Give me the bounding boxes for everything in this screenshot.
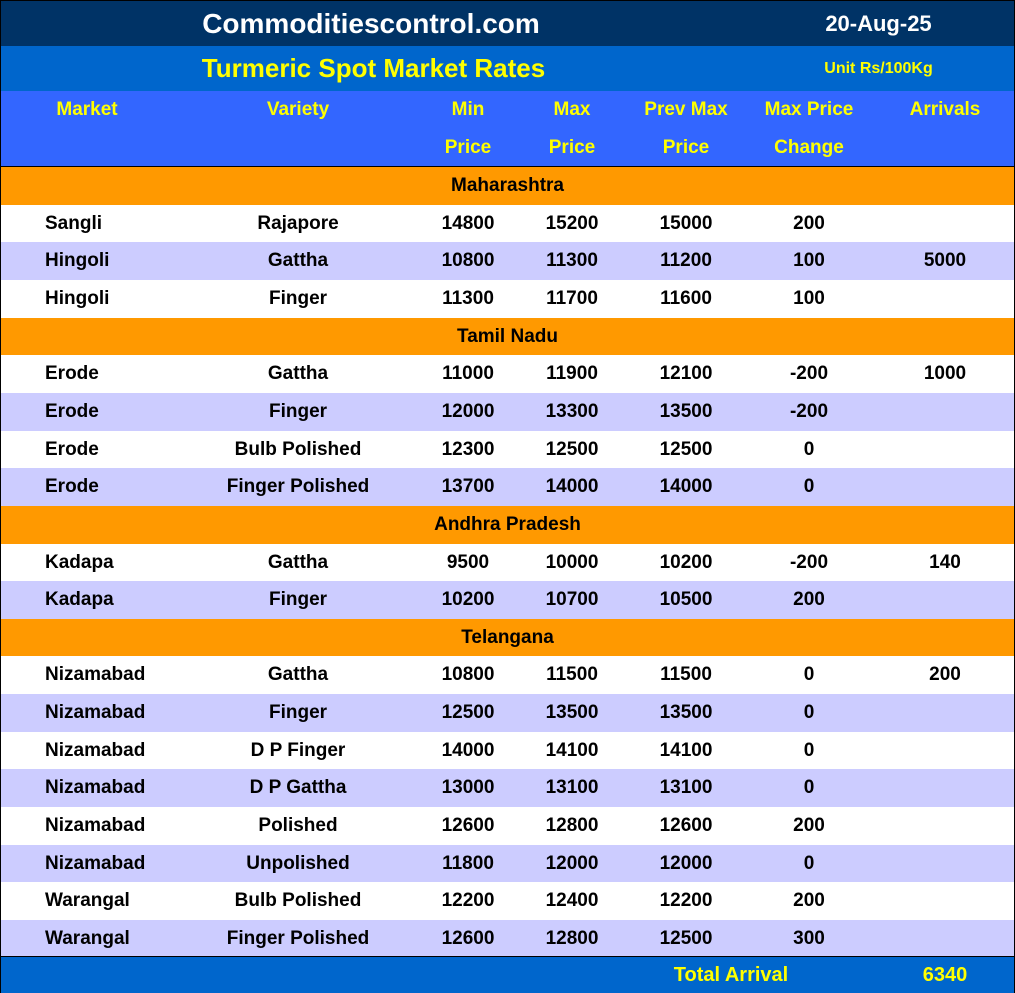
- table-row: [1, 544, 1014, 581]
- arrivals-cell: [886, 732, 1004, 769]
- arrivals-cell: 200: [929, 664, 961, 685]
- arrivals-cell: [886, 920, 1004, 958]
- max-price-change-cell: -200: [789, 551, 829, 573]
- arrivals-cell: [886, 694, 1004, 732]
- arrivals-cell: 5000: [923, 250, 967, 271]
- table-row: [1, 581, 1014, 619]
- market-cell: Warangal: [45, 890, 130, 911]
- variety-cell: Polished: [258, 815, 338, 836]
- arrivals-cell: [886, 769, 1004, 807]
- max-price-cell: 13500: [545, 702, 599, 723]
- min-price-cell: 12600: [441, 815, 495, 836]
- table-row: [1, 732, 1014, 769]
- column-header: Max Price: [764, 99, 854, 120]
- region-row: [1, 167, 1014, 205]
- table-row: [1, 845, 1014, 882]
- page-title: Turmeric Spot Market Rates: [201, 53, 546, 83]
- prev-max-price-cell: 12500: [659, 928, 713, 949]
- variety-cell: Finger: [268, 288, 328, 309]
- prev-max-price-cell: 12000: [659, 852, 713, 874]
- max-price-change-cell: 0: [803, 777, 815, 798]
- column-header: Change: [774, 136, 844, 158]
- max-price-change-cell: 200: [793, 890, 825, 911]
- arrivals-cell: [886, 581, 1004, 619]
- max-price-cell: 12500: [545, 438, 599, 460]
- max-price-change-cell: 200: [793, 815, 825, 836]
- min-price-cell: 11000: [442, 363, 494, 384]
- max-price-cell: 14000: [545, 476, 599, 497]
- table-row: [1, 355, 1014, 393]
- variety-cell: D P Gattha: [249, 777, 347, 798]
- min-price-cell: 12000: [441, 401, 495, 422]
- region-name: Tamil Nadu: [457, 325, 558, 347]
- arrivals-cell: [886, 845, 1004, 882]
- market-cell: Nizamabad: [45, 777, 146, 798]
- max-price-cell: 11900: [546, 363, 598, 384]
- region-name: Maharashtra: [451, 175, 564, 196]
- arrivals-cell: [886, 882, 1004, 920]
- min-price-cell: 13700: [441, 476, 495, 497]
- prev-max-price-cell: 10200: [659, 551, 713, 573]
- max-price-cell: 12800: [545, 815, 599, 836]
- variety-cell: Finger: [268, 702, 328, 723]
- total-arrival-label: Total Arrival: [673, 963, 789, 986]
- prev-max-price-cell: 15000: [659, 212, 713, 234]
- market-cell: Kadapa: [45, 589, 114, 610]
- column-header: Price: [548, 136, 596, 158]
- column-header: Price: [444, 136, 492, 158]
- max-price-cell: 15200: [545, 212, 599, 234]
- variety-cell: Gattha: [267, 363, 329, 384]
- prev-max-price-cell: 13100: [659, 777, 713, 798]
- column-header: Price: [662, 136, 710, 158]
- max-price-cell: 11300: [546, 250, 598, 271]
- market-cell: Nizamabad: [45, 664, 146, 685]
- arrivals-cell: 1000: [923, 363, 967, 384]
- max-price-change-cell: -200: [789, 401, 829, 422]
- max-price-cell: 13300: [545, 401, 599, 422]
- table-row: [1, 656, 1014, 694]
- max-price-change-cell: 0: [803, 476, 815, 497]
- min-price-cell: 11300: [442, 288, 494, 309]
- table-row: [1, 393, 1014, 431]
- min-price-cell: 14000: [441, 739, 495, 761]
- min-price-cell: 12300: [441, 438, 495, 460]
- prev-max-price-cell: 14100: [659, 739, 713, 761]
- max-price-change-cell: 200: [793, 589, 825, 610]
- arrivals-cell: [886, 468, 1004, 506]
- min-price-cell: 12500: [441, 702, 495, 723]
- prev-max-price-cell: 12500: [659, 438, 713, 460]
- column-header: Min: [451, 99, 485, 120]
- table-row: [1, 769, 1014, 807]
- variety-cell: Unpolished: [246, 852, 350, 874]
- market-cell: Erode: [45, 401, 99, 422]
- arrivals-cell: [886, 431, 1004, 468]
- max-price-change-cell: 0: [803, 702, 815, 723]
- max-price-change-cell: 100: [793, 250, 825, 271]
- max-price-change-cell: 0: [803, 739, 815, 761]
- variety-cell: Finger: [268, 589, 328, 610]
- max-price-cell: 10700: [545, 589, 599, 610]
- variety-cell: Bulb Polished: [234, 438, 362, 460]
- market-cell: Warangal: [45, 928, 130, 949]
- table-row: [1, 920, 1014, 958]
- max-price-cell: 10000: [545, 551, 599, 573]
- total-arrival-value: 6340: [922, 963, 968, 986]
- region-row: [1, 619, 1014, 656]
- market-cell: Erode: [45, 476, 99, 497]
- variety-cell: Finger Polished: [226, 928, 370, 949]
- max-price-change-cell: 0: [803, 664, 815, 685]
- arrivals-cell: [886, 280, 1004, 318]
- column-header: [886, 129, 1004, 166]
- region-name: Andhra Pradesh: [434, 514, 581, 535]
- market-cell: Nizamabad: [45, 852, 146, 874]
- prev-max-price-cell: 10500: [659, 589, 713, 610]
- max-price-cell: 12000: [545, 852, 599, 874]
- prev-max-price-cell: 12600: [659, 815, 713, 836]
- market-cell: Sangli: [45, 212, 103, 234]
- prev-max-price-cell: 11200: [660, 250, 712, 271]
- max-price-change-cell: 100: [793, 288, 825, 309]
- column-header: Market: [56, 99, 118, 120]
- variety-cell: Gattha: [267, 551, 329, 573]
- region-name: Telangana: [461, 626, 554, 648]
- table-row: [1, 468, 1014, 506]
- market-cell: Kadapa: [45, 551, 114, 573]
- max-price-cell: 14100: [545, 739, 599, 761]
- market-cell: Erode: [45, 363, 99, 384]
- variety-cell: Finger: [268, 401, 328, 422]
- table-row: [1, 694, 1014, 732]
- max-price-change-cell: -200: [789, 363, 829, 384]
- market-cell: Nizamabad: [45, 815, 146, 836]
- table-row: [1, 280, 1014, 318]
- max-price-change-cell: 0: [803, 852, 815, 874]
- column-header: [31, 129, 143, 166]
- prev-max-price-cell: 13500: [659, 401, 713, 422]
- variety-cell: D P Finger: [250, 739, 346, 761]
- arrivals-cell: [886, 393, 1004, 431]
- market-cell: Erode: [45, 438, 99, 460]
- arrivals-cell: [886, 205, 1004, 242]
- column-header: Max: [553, 99, 591, 120]
- region-row: [1, 318, 1014, 355]
- prev-max-price-cell: 12200: [659, 890, 713, 911]
- variety-cell: Gattha: [267, 664, 329, 685]
- column-header-row-1: [1, 91, 1014, 129]
- min-price-cell: 11800: [442, 852, 494, 874]
- prev-max-price-cell: 14000: [659, 476, 713, 497]
- min-price-cell: 10800: [441, 664, 495, 685]
- market-cell: Hingoli: [45, 288, 110, 309]
- prev-max-price-cell: 13500: [659, 702, 713, 723]
- min-price-cell: 14800: [441, 212, 495, 234]
- table-row: [1, 807, 1014, 845]
- market-cell: Nizamabad: [45, 702, 146, 723]
- unit-label: Unit Rs/100Kg: [824, 59, 933, 77]
- table-row: [1, 882, 1014, 920]
- max-price-cell: 12400: [545, 890, 599, 911]
- max-price-cell: 11500: [546, 664, 598, 685]
- variety-cell: Finger Polished: [226, 476, 370, 497]
- title-bar: [1, 46, 1014, 91]
- site-bar: [1, 1, 1014, 46]
- arrivals-cell: [886, 807, 1004, 845]
- prev-max-price-cell: 12100: [659, 363, 713, 384]
- max-price-cell: 11700: [546, 288, 598, 309]
- market-cell: Nizamabad: [45, 739, 146, 761]
- market-cell: Hingoli: [45, 250, 110, 271]
- table-row: [1, 205, 1014, 242]
- min-price-cell: 10200: [441, 589, 495, 610]
- site-name: Commoditiescontrol.com: [202, 7, 540, 39]
- variety-cell: Gattha: [267, 250, 329, 271]
- min-price-cell: 13000: [441, 777, 495, 798]
- variety-cell: Rajapore: [257, 212, 339, 234]
- min-price-cell: 12200: [441, 890, 495, 911]
- arrivals-cell: 140: [929, 551, 961, 573]
- variety-cell: Bulb Polished: [234, 890, 362, 911]
- max-price-change-cell: 0: [803, 438, 815, 460]
- report-date: 20-Aug-25: [825, 10, 932, 36]
- column-header: Prev Max: [644, 99, 728, 120]
- min-price-cell: 12600: [441, 928, 495, 949]
- table-row: [1, 431, 1014, 468]
- region-row: [1, 506, 1014, 544]
- max-price-change-cell: 200: [793, 212, 825, 234]
- max-price-cell: 12800: [545, 928, 599, 949]
- prev-max-price-cell: 11500: [660, 664, 712, 685]
- column-header: Arrivals: [909, 99, 981, 120]
- max-price-change-cell: 300: [793, 928, 825, 949]
- table-row: [1, 242, 1014, 280]
- prev-max-price-cell: 11600: [660, 288, 712, 309]
- max-price-cell: 13100: [545, 777, 599, 798]
- min-price-cell: 10800: [441, 250, 495, 271]
- total-arrival-bar: [1, 956, 1014, 993]
- column-header-row-2: [1, 129, 1014, 167]
- column-header: [198, 129, 398, 166]
- column-header: Variety: [266, 99, 330, 120]
- min-price-cell: 9500: [446, 551, 490, 573]
